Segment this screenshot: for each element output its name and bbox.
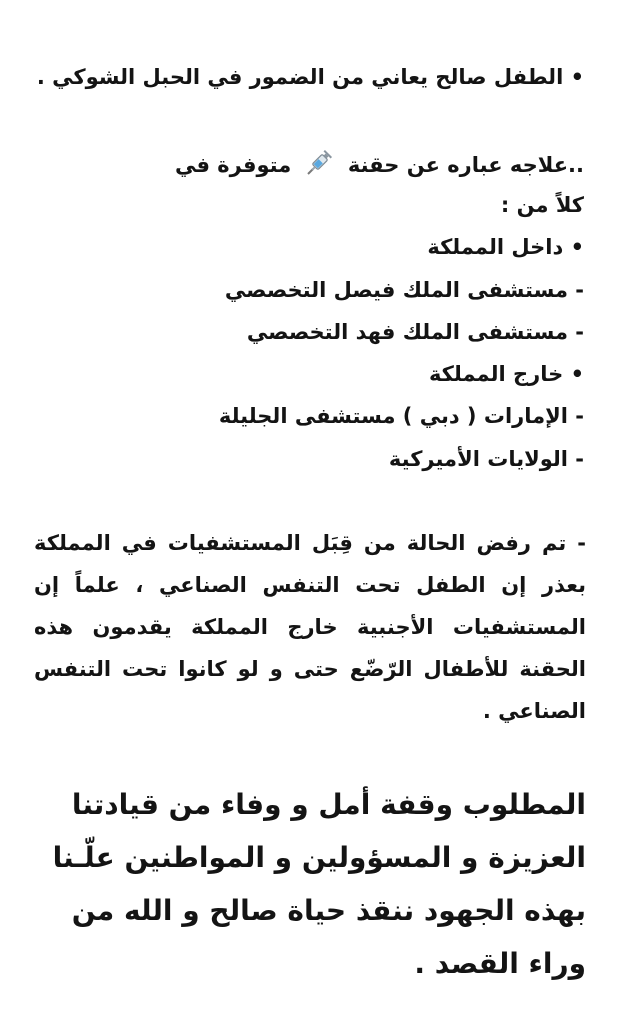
- hospital-item-faisal: - مستشفى الملك فيصل التخصصي: [224, 278, 584, 302]
- hospital-item-jalila: - الإمارات ( دبي ) مستشفى الجليلة: [218, 404, 584, 428]
- inside-kingdom-heading: • داخل المملكة: [427, 235, 584, 259]
- treatment-text-start: ..علاجه عباره عن حقنة: [347, 153, 584, 177]
- rejection-paragraph: - تم رفض الحالة من قِبَل المستشفيات في المملكة بعذر إن الطفل تحت التنفس الصناعي ، علماً إن المستشفيات الأجنبية خارج المملكة يقدمون هذه الحقنة للأطفال الرّضّع حتى و لو كانوا تحت التنفس الصناعي .: [34, 531, 586, 723]
- treatment-text-end: متوفرة في: [174, 153, 292, 177]
- syringe-icon: [305, 147, 335, 185]
- locations-intro: كلاً من :: [500, 193, 584, 217]
- treatment-line: [175, 147, 584, 185]
- intro-line: • الطفل صالح يعاني من الضمور في الحبل الشوكي .: [36, 65, 584, 89]
- outside-kingdom-heading: • خارج المملكة: [428, 362, 584, 386]
- hospital-item-usa: - الولايات الأميركية: [388, 447, 584, 471]
- hospital-item-fahd: - مستشفى الملك فهد التخصصي: [246, 320, 584, 344]
- appeal-paragraph: المطلوب وقفة أمل و وفاء من قيادتنا العزيزة و المسؤولين و المواطنين علّـنا بهذه الجهود ننقذ حياة صالح و الله من وراء القصد .: [52, 788, 586, 980]
